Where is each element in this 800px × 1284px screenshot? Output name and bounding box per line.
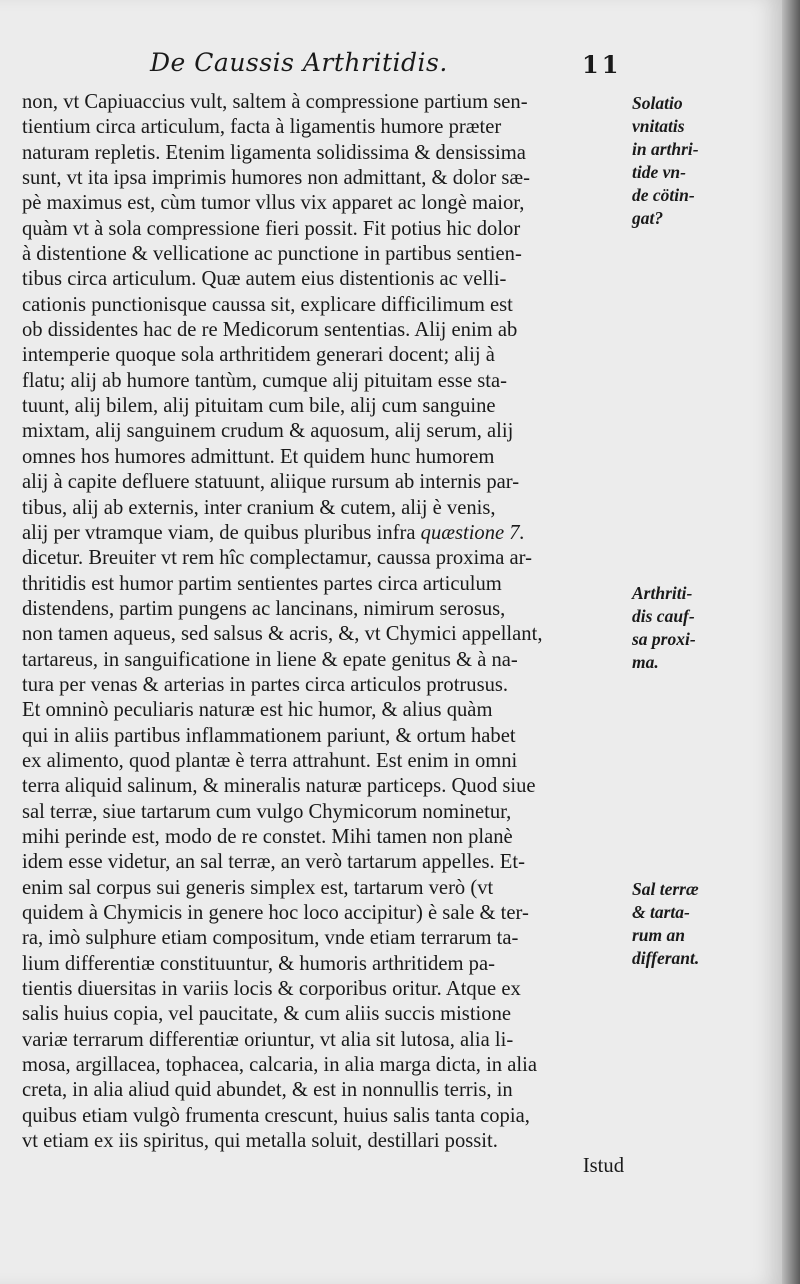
text-line: tibus circa articulum. Quæ autem eius distentionis ac velli- — [22, 268, 507, 291]
text-line: creta, in alia aliud quid abundet, & est in nonnullis terris, in — [22, 1079, 513, 1102]
text-line: quàm vt à sola compressione fieri possit. Fit potius hic dolor — [22, 217, 521, 240]
margin-note-line: in arthri- — [632, 139, 699, 159]
margin-note-line: differant. — [632, 948, 700, 968]
page-edge-shadow — [782, 0, 800, 1284]
text-line: quibus etiam vulgò frumenta crescunt, huius salis tanta copia, — [22, 1104, 530, 1127]
text-line-main: alij per vtramque viam, de quibus pluribus infra — [22, 521, 416, 544]
text-line — [22, 521, 624, 546]
text-line: alij à capite defluere statuunt, aliique rursum ab internis par- — [22, 471, 520, 494]
text-line: tientium circa articulum, facta à ligamentis humore præter — [22, 116, 502, 139]
text-line: flatu; alij ab humore tantùm, cumque alij pituitam esse sta- — [22, 369, 507, 392]
text-line: tibus, alij ab externis, inter cranium & cutem, alij è venis, — [22, 496, 496, 519]
text-line: tientis diuersitas in variis locis & corporibus oritur. Atque ex — [22, 978, 521, 1001]
margin-note-line: gat? — [632, 208, 664, 228]
text-line: ra, imò sulphure etiam compositum, vnde etiam terrarum ta- — [22, 927, 519, 950]
margin-note-line: sa proxi- — [632, 629, 696, 649]
text-line: non tamen aqueus, sed salsus & acris, &, vt Chymici appellant, — [22, 623, 543, 646]
text-line: intemperie quoque sola arthritidem generari docent; alij à — [22, 344, 495, 367]
margin-note-line: Arthriti- — [632, 583, 693, 603]
text-line: cationis punctionisque caussa sit, explicare difficilimum est — [22, 293, 513, 316]
text-line: variæ terrarum differentiæ oriuntur, vt alia sit lutosa, alia li- — [22, 1028, 514, 1051]
text-line: naturam repletis. Etenim ligamenta solidissima & densissima — [22, 141, 526, 164]
text-line: tuunt, alij bilem, alij pituitam cum bile, alij cum sanguine — [22, 395, 496, 418]
margin-note-line: dis cauf- — [632, 606, 695, 626]
text-line: sunt, vt ita ipsa imprimis humores non admittant, & dolor sæ- — [22, 167, 530, 190]
page-number: 11 — [582, 50, 622, 79]
margin-note-line: rum an — [632, 925, 686, 945]
text-line: terra aliquid salinum, & mineralis naturæ particeps. Quod siue — [22, 775, 536, 798]
text-line: ob dissidentes hac de re Medicorum sententias. Alij enim ab — [22, 319, 518, 342]
margin-note-line: ma. — [632, 652, 659, 672]
margin-note-line: vnitatis — [632, 116, 685, 136]
text-line: enim sal corpus sui generis simplex est, tartarum verò (vt — [22, 876, 494, 899]
text-line: pè maximus est, cùm tumor vllus vix apparet ac longè maior, — [22, 192, 525, 215]
text-line: Et omninò peculiaris naturæ est hic humor, & alius quàm — [22, 699, 493, 722]
text-line: thritidis est humor partim sentientes partes circa articulum — [22, 572, 502, 595]
text-line: salis huius copia, vel paucitate, & cum aliis succis mistione — [22, 1003, 512, 1026]
text-line: omnes hos humores admittunt. Et quidem hunc humorem — [22, 445, 495, 468]
text-line: idem esse videtur, an sal terræ, an verò tartarum appelles. Et- — [22, 851, 525, 874]
margin-note-sal-terrae — [632, 878, 772, 970]
margin-note-solatio — [632, 92, 772, 230]
text-line: distendens, partim pungens ac lancinans, nimirum serosus, — [22, 597, 506, 620]
page-header — [0, 48, 782, 88]
text-line: à distentione & vellicatione ac punctione in partibus sentien- — [22, 243, 522, 266]
text-line: quidem à Chymicis in genere hoc loco accipitur) è sale & ter- — [22, 902, 529, 924]
text-line: tura per venas & arterias in partes circa articulos protrusus. — [22, 673, 509, 696]
text-line: mixtam, alij sanguinem crudum & aquosum, alij serum, alij — [22, 420, 514, 443]
text-line: ex alimento, quod plantæ è terra attrahunt. Est enim in omni — [22, 749, 518, 772]
text-line: qui in aliis partibus inflammationem pariunt, & ortum habet — [22, 724, 516, 747]
margin-note-line: de cötin- — [632, 185, 695, 205]
margin-note-line: tide vn- — [632, 162, 686, 182]
margin-note-causa-proxima — [632, 582, 772, 674]
margin-note-line: Solatio — [632, 93, 683, 113]
inline-reference: quæstione 7. — [420, 521, 525, 544]
text-line: dicetur. Breuiter vt rem hîc complectamur, caussa proxima ar- — [22, 547, 532, 570]
margin-note-line: Sal terræ — [632, 879, 699, 899]
catchword: Istud — [582, 1155, 624, 1178]
text-line: lium differentiæ constituuntur, & humoris arthritidem pa- — [22, 952, 495, 975]
text-line: mosa, argillacea, tophacea, calcaria, in alia marga dicta, in alia — [22, 1054, 537, 1077]
text-line: tartareus, in sanguificatione in liene & epate genitus & à na- — [22, 648, 518, 671]
running-title: De Caussis Arthritidis. — [150, 48, 448, 77]
body-text — [22, 90, 624, 1180]
text-line: mihi perinde est, modo de re constet. Mihi tamen non planè — [22, 825, 513, 848]
text-line: vt etiam ex iis spiritus, qui metalla soluit, destillari possit. — [22, 1130, 498, 1153]
text-line: non, vt Capiuaccius vult, saltem à compressione partium sen- — [22, 91, 528, 113]
margin-note-line: & tarta- — [632, 902, 690, 922]
text-line: sal terræ, siue tartarum cum vulgo Chymicorum nominetur, — [22, 800, 512, 823]
